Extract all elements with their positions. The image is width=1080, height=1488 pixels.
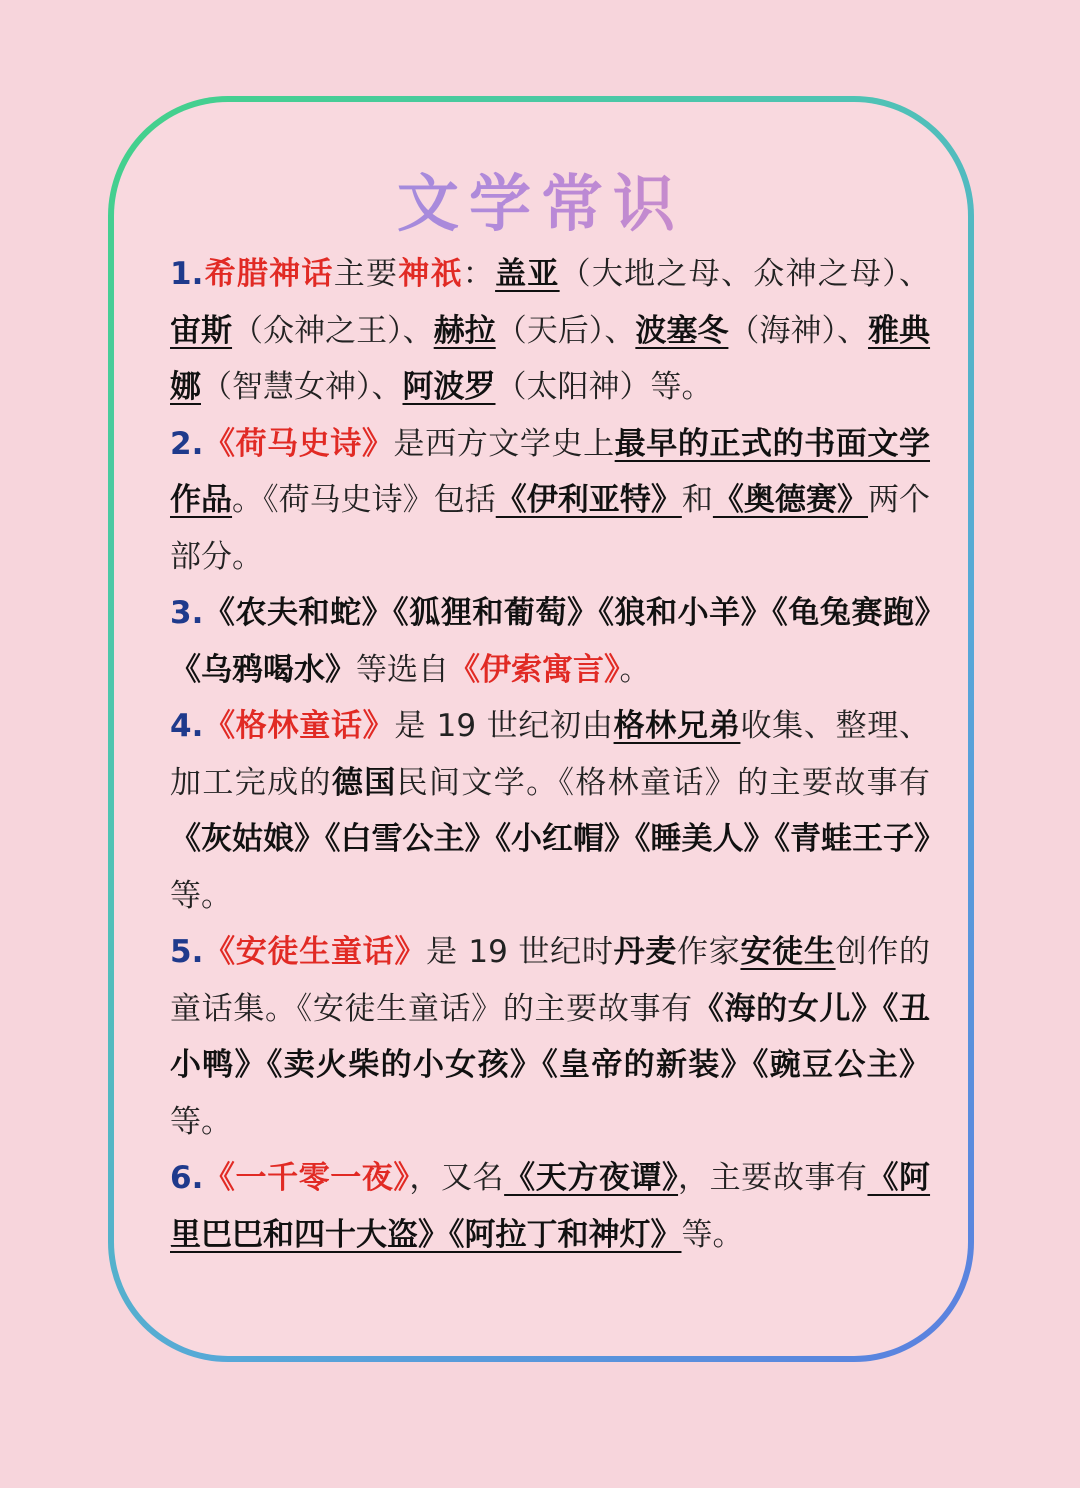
underlined-term: 宙斯 [170,312,233,349]
body-text: 是 19 世纪时 [426,934,614,970]
body-text: 等。 [170,1103,232,1140]
body-text: 和 [681,482,713,518]
highlight-text: 《一千零一夜》 [203,1160,410,1196]
underlined-term: 《天方夜谭》 [504,1160,679,1196]
body-text: （海神）、 [728,312,869,349]
knowledge-item-3 [170,585,930,698]
body-text: 等选自 [356,651,449,688]
body-text: 作家 [677,934,741,970]
underlined-term: 盖亚 [495,256,560,292]
underlined-term: 《阿里巴巴和四十大盗》《阿拉丁和神灯》 [170,1160,931,1253]
underlined-term: 赫拉 [433,312,496,349]
knowledge-item-1 [170,246,930,416]
body-text: ： [462,256,496,292]
note-card [114,102,968,1356]
knowledge-item-5 [170,924,930,1150]
knowledge-list [170,246,945,1263]
bold-term: 《农夫和蛇》《狐狸和葡萄》《狼和小羊》《龟兔赛跑》《乌鸦喝水》 [170,595,930,688]
body-text: 创作的童话集。《安徒生童话》的主要故事有 [170,934,931,1027]
body-text: （智慧女神）、 [201,369,403,405]
body-text: 是 19 世纪初由 [394,708,614,744]
gradient-frame [108,96,974,1362]
bold-term: 丹麦 [613,934,677,970]
body-text: 收集、整理、加工完成的 [170,708,931,801]
underlined-term: 阿波罗 [402,369,496,405]
knowledge-item-2 [170,416,930,586]
body-text: 是西方文学史上 [393,425,615,462]
highlight-text: 《格林童话》 [203,708,395,744]
underlined-term: 《奥德赛》 [712,482,868,518]
underlined-term: 格林兄弟 [613,708,741,744]
underlined-term: 安徒生 [740,934,836,970]
bold-term: 德国 [331,764,397,801]
body-text: （大地之母、众神之母）、 [559,256,931,292]
body-text: ，又名 [409,1160,505,1196]
body-text: （太阳神）等。 [495,369,713,405]
item-number: 2. [170,425,204,462]
highlight-text: 《荷马史诗》 [203,425,394,462]
item-number: 3. [170,595,204,631]
body-text: 民间文学。《格林童话》的主要故事有 [396,764,931,801]
highlight-text: 《伊索寓言》 [449,651,620,688]
underlined-term: 《伊利亚特》 [495,482,682,518]
knowledge-item-4 [170,698,945,924]
highlight-text: 希腊神话 [203,256,334,292]
body-text: 。《荷马史诗》包括 [232,482,496,518]
bold-term: 《海的女儿》《丑小鸭》《卖火柴的小女孩》《皇帝的新装》《豌豆公主》 [170,990,931,1083]
underlined-term: 最早的正式的书面文学作品 [170,425,931,518]
knowledge-item-6 [170,1150,930,1263]
underlined-term: 波塞冬 [635,312,729,349]
body-text: 等。 [681,1216,744,1253]
item-number: 6. [170,1160,204,1196]
body-text: 。 [619,651,651,688]
item-number: 4. [170,708,204,744]
highlight-text: 神祇 [398,256,463,292]
body-text: 主要 [333,256,399,292]
underlined-term: 雅典娜 [170,312,931,405]
bold-term: 《灰姑娘》《白雪公主》《小红帽》《睡美人》《青蛙王子》 [170,821,945,857]
body-text: 两个部分。 [170,482,931,575]
highlight-text: 《安徒生童话》 [203,934,427,970]
page-title: 文学常识 [114,154,968,243]
body-text: ，主要故事有 [678,1160,868,1196]
body-text: （天后）、 [495,312,636,349]
body-text: 等。 [170,877,232,914]
item-number: 1. [170,256,204,292]
body-text: （众神之王）、 [232,312,434,349]
item-number: 5. [170,934,204,970]
